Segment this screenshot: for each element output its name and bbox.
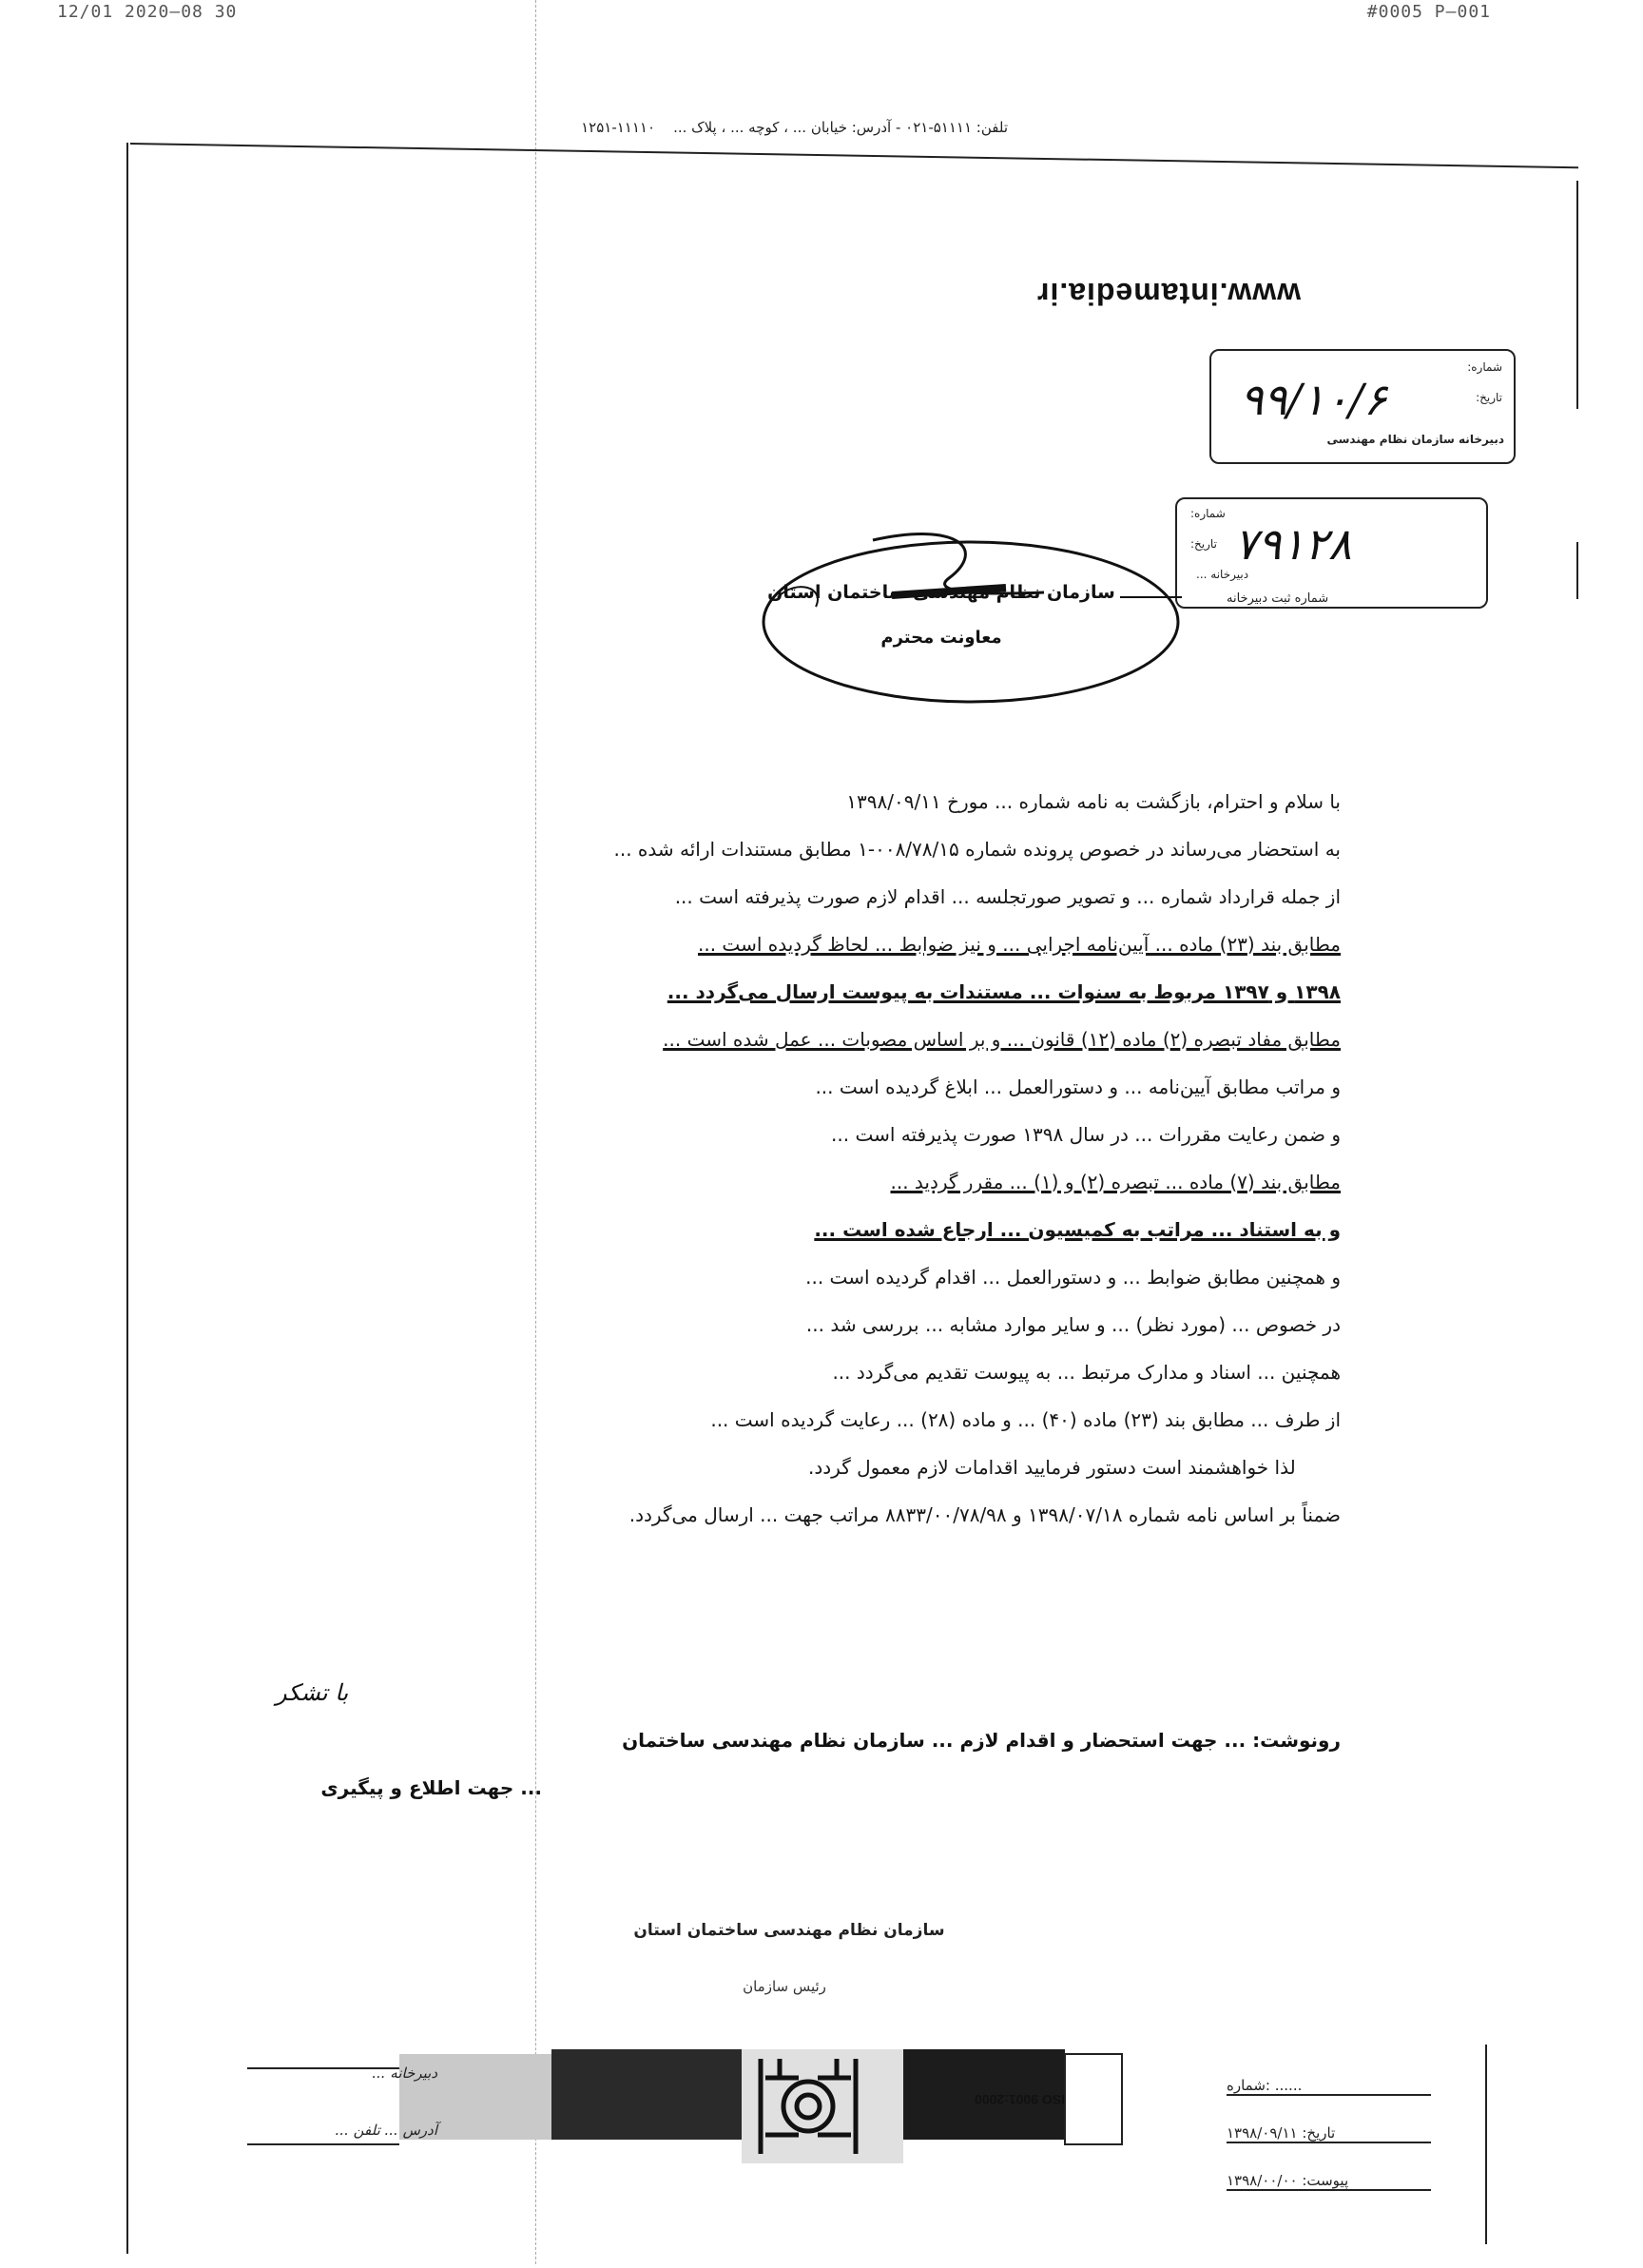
sheet-left-edge — [126, 143, 128, 2254]
letterhead-address — [190, 119, 1008, 136]
body-line: و ضمن رعایت مقررات ... در سال ۱۳۹۸ صورت پذیرفته است ... — [831, 1123, 1341, 1146]
body-line: به استحضار می‌رساند در خصوص پرونده شماره ۰۰۸/۷۸/۱۵-۱ مطابق مستندات ارائه شده ... — [613, 838, 1341, 861]
footer-reference-number: شماره: ...... — [1227, 2054, 1431, 2096]
footer-signature: سازمان نظام مهندسی ساختمان استان — [633, 1921, 945, 1940]
registry-stamp-handwritten: ۷۹۱۲۸ — [1234, 518, 1352, 570]
footer-left-line-2: آدرس ... تلفن ... — [335, 2122, 437, 2139]
body-line: مطابق بند (۲۳) ماده ... آیین‌نامه اجرایی ... و نیز ضوابط ... لحاظ گردیده است ... — [698, 933, 1341, 956]
body-line: در خصوص ... (مورد نظر) ... و سایر موارد مشابه ... بررسی شد ... — [805, 1313, 1341, 1336]
closing-cc-line-2: ... جهت اطلاع و پیگیری — [320, 1776, 542, 1799]
receipt-stamp-date-label: تاریخ: — [1476, 391, 1502, 404]
letterhead-fax: ۱۱۱۱۰-۱۲۵۱ — [581, 119, 656, 136]
body-line: مطابق بند (۷) ماده ... تبصره (۲) و (۱) ... مقرر گردید ... — [890, 1171, 1341, 1193]
receipt-stamp-number-label: شماره: — [1467, 360, 1502, 374]
footer-left-line-1: دبیرخانه ... — [372, 2064, 437, 2082]
sender-subtitle: معاونت محترم — [880, 628, 1002, 648]
registry-stamp-number-label: شماره: — [1190, 507, 1226, 520]
receipt-stamp-handwritten: ۹۹/۱۰/۶ — [1240, 374, 1387, 425]
registry-stamp-sub: دبیرخانه ... — [1196, 568, 1249, 581]
footer-signature-sub: رئیس سازمان — [743, 1978, 826, 1995]
sender-title: سازمان نظام مهندسی ساختمان استان — [767, 582, 1115, 603]
closing-cc-line-1: رونوشت: ... جهت استحضار و اقدام لازم ... سازمان نظام مهندسی ساختمان — [622, 1729, 1341, 1752]
closing-block — [276, 1669, 1341, 1812]
footer-reference-date: تاریخ: ۱۳۹۸/۰۹/۱۱ — [1227, 2102, 1431, 2143]
letterhead-address-text: تلفن: ۵۱۱۱۱-۰۲۱ - آدرس: خیابان ... ، کوچه ... ، پلاک ... — [673, 119, 1008, 136]
body-line: از طرف ... مطابق بند (۲۳) ماده (۴۰) ... و ماده (۲۸) ... رعایت گردیده است ... — [710, 1408, 1341, 1431]
fax-header-left: 12/01 2020—08 30 — [57, 2, 238, 22]
footer-reference-block — [1227, 2054, 1431, 2197]
letter-body — [276, 778, 1341, 1539]
body-line: از جمله قرارداد شماره ... و تصویر صورتجلسه ... اقدام لازم صورت پذیرفته است ... — [674, 885, 1341, 908]
closing-greeting: با تشکر — [276, 1679, 349, 1706]
sheet-right-edge-3 — [1485, 2045, 1487, 2244]
body-line: و همچنین مطابق ضوابط ... و دستورالعمل ... اقدام گردیده است ... — [805, 1266, 1341, 1289]
registry-stamp-footer: شماره ثبت دبیرخانه — [1227, 591, 1329, 606]
body-line: مطابق مفاد تبصره (۲) ماده (۱۲) قانون ... و بر اساس مصوبات ... عمل شده است ... — [663, 1028, 1341, 1051]
body-line: با سلام و احترام، بازگشت به نامه شماره ... مورخ ۱۳۹۸/۰۹/۱۱ — [846, 790, 1341, 813]
letterhead-website: www.intamedia.ir — [1036, 277, 1301, 311]
body-line: و به استناد ... مراتب به کمیسیون ... ارجاع شده است ... — [814, 1218, 1341, 1241]
sheet-right-edge-2 — [1576, 542, 1578, 599]
footer-left — [228, 2045, 437, 2159]
sheet-right-edge — [1576, 181, 1578, 409]
iso-certification: ISO 9001:2000 — [975, 2092, 1065, 2107]
signature-oval — [759, 521, 1183, 708]
body-line: ضمناً بر اساس نامه شماره ۱۳۹۸/۰۷/۱۸ و ۸۸۳۳/۰۰/۷۸/۹۸ مراتب جهت ... ارسال می‌گردد. — [628, 1503, 1341, 1526]
body-line: همچنین ... اسناد و مدارک مرتبط ... به پیوست تقدیم می‌گردد ... — [832, 1361, 1341, 1384]
body-line: و مراتب مطابق آیین‌نامه ... و دستورالعمل ... ابلاغ گردیده است ... — [815, 1076, 1341, 1098]
sheet-top-edge — [130, 143, 1578, 212]
body-line: ۱۳۹۸ و ۱۳۹۷ مربوط به سنوات ... مستندات به پیوست ارسال می‌گردد ... — [667, 980, 1341, 1003]
registry-stamp-date-label: تاریخ: — [1190, 537, 1217, 551]
receipt-stamp-footer: دبیرخانه سازمان نظام مهندسی — [1326, 433, 1504, 446]
body-line: لذا خواهشمند است دستور فرمایید اقدامات لازم معمول گردد. — [808, 1456, 1296, 1479]
fax-header-right: #0005 P—001 — [1366, 2, 1491, 22]
registry-stamp — [1175, 497, 1488, 609]
receipt-stamp — [1209, 349, 1516, 464]
footer-reference-attachment: پیوست: ۱۳۹۸/۰۰/۰۰ — [1227, 2149, 1431, 2191]
